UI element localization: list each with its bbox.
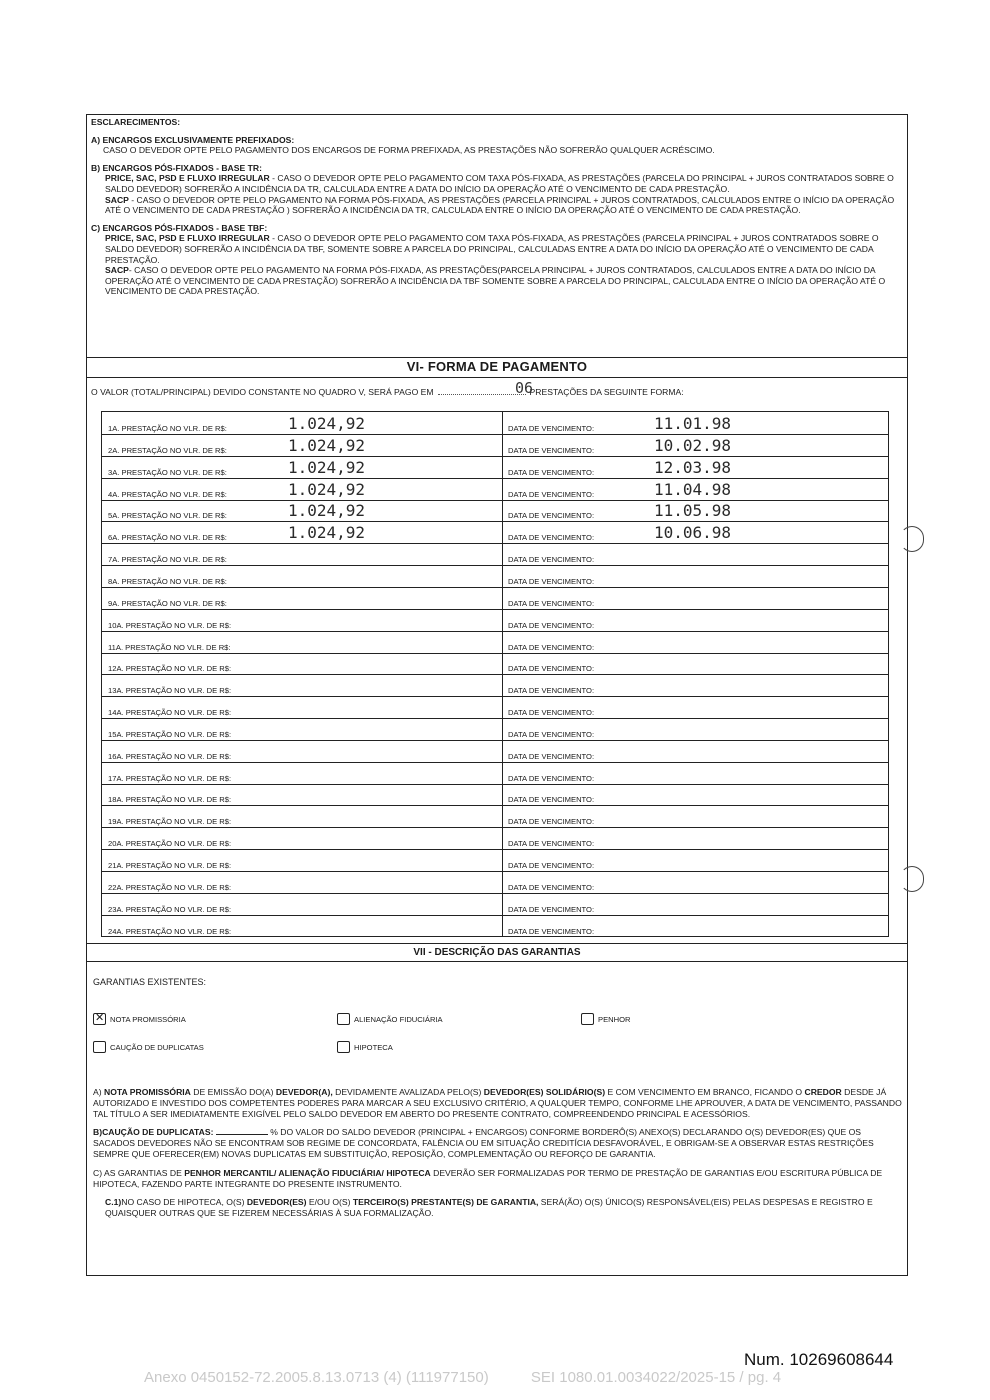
table-row: [102, 631, 888, 654]
clause-c1-bold-2: DEVEDOR(ES): [246, 1197, 307, 1208]
clause-c1-text-3: SERÁ(ÃO) O(S) ÚNICO(S) RESPONSÁVEL(EIS) PELAS DESPESAS E REGISTRO E QUAISQUER OUTRAS QUE SE FIZEREM NECESSÁRIAS À SUA FORMALIZAÇÃO.: [105, 1197, 873, 1219]
due-date-label: DATA DE VENCIMENTO:: [508, 708, 595, 718]
table-row: [102, 499, 888, 522]
due-date-label: DATA DE VENCIMENTO:: [508, 904, 595, 914]
encargos-tbf-sacp-text: [91, 265, 903, 297]
due-date-label: DATA DE VENCIMENTO:: [508, 445, 595, 455]
table-row: [102, 696, 888, 719]
sacp-label: SACP: [105, 194, 129, 205]
installment-value: 1.024,92: [288, 435, 366, 455]
installment-label: 22A. PRESTAÇÃO NO VLR. DE R$:: [108, 882, 232, 892]
divider: [87, 943, 907, 944]
document-frame: [86, 114, 908, 1276]
installment-label: 20A. PRESTAÇÃO NO VLR. DE R$:: [108, 839, 232, 849]
installment-label: 21A. PRESTAÇÃO NO VLR. DE R$:: [108, 861, 232, 870]
encargos-prefixados-title: A) ENCARGOS EXCLUSIVAMENTE PREFIXADOS:: [91, 134, 295, 145]
punch-hole-mark: [900, 866, 924, 892]
divider: [87, 357, 907, 358]
table-row: [102, 456, 888, 479]
price-tbf-label: PRICE, SAC, PSD E FLUXO IRREGULAR: [105, 233, 270, 244]
due-date-label: DATA DE VENCIMENTO:: [508, 773, 595, 783]
esclarecimentos-section: [91, 117, 903, 297]
price-text: - CASO O DEVEDOR OPTE PELO PAGAMENTO COM TAXA PÓS-FIXADA, AS PRESTAÇÕES (PARCELA DO PRINCIPAL + JUROS CONTRATADOS SOBRE O SALDO DEVEDOR) SOFRERÃO A INCIDÊNCIA DA TR, CALCULADA ENTRE A DATA DO INÍCIO DA OPERAÇÃO ATÉ O VENCIMENTO DE CADA PRESTAÇÃO.: [105, 173, 894, 194]
clause-b-bold: B)CAUÇÃO DE DUPLICATAS:: [93, 1127, 214, 1138]
due-date-label: DATA DE VENCIMENTO:: [508, 620, 595, 630]
clause-a-bold-3: DEVEDOR(ES) SOLIDÁRIO(S): [483, 1087, 606, 1097]
option-label: NOTA PROMISSÓRIA: [110, 1015, 186, 1024]
sacp-tbf-label: SACP: [105, 265, 129, 276]
table-row: [102, 674, 888, 697]
due-date-label: DATA DE VENCIMENTO:: [508, 511, 595, 521]
divider: [87, 961, 907, 962]
checkbox-icon[interactable]: [581, 1013, 594, 1025]
divider: [87, 377, 907, 378]
clause-b: [93, 1127, 905, 1159]
forma-pagamento-title: VI- FORMA DE PAGAMENTO: [406, 359, 588, 374]
encargos-tbf-title: C) ENCARGOS PÓS-FIXADOS - BASE TBF:: [91, 222, 268, 233]
garantias-existentes-label: GARANTIAS EXISTENTES:: [93, 977, 207, 987]
table-row: [102, 783, 888, 806]
due-date-value: 11.01.98: [654, 414, 732, 433]
intro-text-after: PRESTAÇÕES DA SEGUINTE FORMA:: [529, 387, 684, 397]
installment-label: 15A. PRESTAÇÃO NO VLR. DE R$:: [108, 729, 232, 739]
due-date-label: DATA DE VENCIMENTO:: [508, 861, 595, 870]
table-row: [102, 915, 888, 937]
due-date-label: DATA DE VENCIMENTO:: [508, 555, 595, 565]
clause-a-text-1: DE EMISSÃO DO(A): [190, 1087, 276, 1097]
installment-label: 6A. PRESTAÇÃO NO VLR. DE R$:: [108, 533, 227, 543]
option-hipoteca[interactable]: [337, 1041, 393, 1053]
due-date-label: DATA DE VENCIMENTO:: [508, 686, 595, 696]
forma-pagamento-intro: [91, 379, 684, 397]
footer-sei: SEI 1080.01.0034022/2025-15 / pg. 4: [530, 1369, 782, 1386]
installment-label: 14A. PRESTAÇÃO NO VLR. DE R$:: [108, 708, 232, 718]
encargos-tr-price-text: [91, 173, 903, 194]
clause-c1-text-2: E/OU O(S): [306, 1197, 353, 1208]
sacp-tbf-text: - CASO O DEVEDOR OPTE PELO PAGAMENTO NA FORMA PÓS-FIXADA, AS PRESTAÇÕES(PARCELA PRINCIPAL + JUROS CONTRATADOS, CALCULADOS ENTRE A DATA DO INÍCIO DA OPERAÇÃO ATÉ O VENCIMENTO DE CADA PRESTAÇÃO) SOFRERÃO A INCIDÊNCIA DA TBF SOMENTE SOBRE A PARCELA DO PRINCIPAL, CALCULADA ENTRE O INÍCIO DA OPERAÇÃO ATÉ O VENCIMENTO DE CADA PRESTAÇÃO.: [105, 265, 886, 297]
installment-label: 18A. PRESTAÇÃO NO VLR. DE R$:: [108, 795, 232, 805]
option-label: CAUÇÃO DE DUPLICATAS: [110, 1043, 204, 1052]
percentage-blank: [216, 1134, 268, 1135]
installment-label: 23A. PRESTAÇÃO NO VLR. DE R$:: [108, 904, 232, 914]
num-prestacoes-value: 06: [515, 379, 534, 397]
clause-a-text-4: DESDE JÁ AUTORIZADO E INVESTIDO DOS COMPETENTES PODERES PARA MARCAR A SEU EXCLUSIVO CRITÉRIO, A QUALQUER TEMPO, CONFORME LHE APROUVER, A DATA DE VENCIMENTO, PASSANDO TAL TÍTULO A SER IMEDIATAMENTE EXIGÍVEL PELO SALDO DEVEDOR EM ABERTO DO PRESENTE CONTRATO, COMPREENDENDO PRINCIPAL E ACESSÓRIOS.: [93, 1087, 902, 1119]
footer: [144, 1369, 819, 1386]
clause-a-bold-1: NOTA PROMISSÓRIA: [103, 1087, 191, 1097]
checkbox-icon[interactable]: [337, 1041, 350, 1053]
checkbox-icon[interactable]: [93, 1041, 106, 1053]
clause-b-text: % DO VALOR DO SALDO DEVEDOR (PRINCIPAL + ENCARGOS) CONFORME BORDERÔ(S) ANEXO(S) DECLARANDO O(S) DEVEDOR(ES) QUE OS SACADOS DEVEDORES NÃO SE ENCONTRAM SOB REGIME DE CONCORDATA, FALÊNCIA OU EM SITUAÇÃO CREDITÍCIA DESFAVORÁVEL, E OBRIGAM-SE A OBSERVAR ESTAS RESTRIÇÕES SEMPRE QUE OFERECER(EM) NOVAS DUPLICATAS EM SUBSTITUIÇÃO, REPOSIÇÃO, COMPLEMENTAÇÃO OU REFORÇO DE GARANTIA.: [93, 1127, 874, 1159]
checkbox-checked-icon[interactable]: [93, 1013, 106, 1025]
installment-label: 3A. PRESTAÇÃO NO VLR. DE R$:: [108, 467, 227, 477]
due-date-value: 12.03.98: [654, 457, 732, 477]
clause-c-bold: PENHOR MERCANTIL/ ALIENAÇÃO FIDUCIÁRIA/ HIPOTECA: [184, 1167, 431, 1178]
due-date-value: 11.04.98: [654, 479, 732, 499]
clause-c-prefix: C) AS GARANTIAS DE: [93, 1167, 185, 1178]
due-date-label: DATA DE VENCIMENTO:: [508, 926, 595, 936]
table-row: [102, 609, 888, 632]
garantias-clauses: [93, 1087, 905, 1227]
installment-label: 2A. PRESTAÇÃO NO VLR. DE R$:: [108, 445, 227, 455]
due-date-label: DATA DE VENCIMENTO:: [508, 817, 595, 827]
installments-table: [101, 411, 889, 937]
clause-c1-bold-1: C.1): [105, 1197, 122, 1208]
due-date-value: 10.02.98: [654, 435, 732, 455]
option-nota-promissoria[interactable]: [93, 1013, 186, 1025]
option-caucao-duplicatas[interactable]: [93, 1041, 204, 1053]
due-date-value: 10.06.98: [654, 523, 732, 543]
clause-c1-text-1: NO CASO DE HIPOTECA, O(S): [121, 1197, 247, 1208]
encargos-tbf-price-text: [91, 233, 903, 265]
due-date-label: DATA DE VENCIMENTO:: [508, 839, 595, 849]
installment-label: 5A. PRESTAÇÃO NO VLR. DE R$:: [108, 511, 227, 521]
clause-c1-bold-3: TERCEIRO(S) PRESTANTE(S) DE GARANTIA,: [352, 1197, 539, 1208]
installment-label: 17A. PRESTAÇÃO NO VLR. DE R$:: [108, 773, 232, 783]
clause-c-text: DEVERÃO SER FORMALIZADAS POR TERMO DE PRESTAÇÃO DE GARANTIAS E/OU ESCRITURA PÚBLICA DE HIPOTECA, FAZENDO PARTE INTEGRANTE DO PRESENTE INSTRUMENTO.: [93, 1167, 883, 1189]
installment-label: 10A. PRESTAÇÃO NO VLR. DE R$:: [108, 620, 232, 630]
installment-label: 13A. PRESTAÇÃO NO VLR. DE R$:: [108, 686, 232, 696]
table-row: [102, 805, 888, 828]
table-row: [102, 849, 888, 872]
due-date-label: DATA DE VENCIMENTO:: [508, 424, 595, 433]
encargos-tr-title: B) ENCARGOS PÓS-FIXADOS - BASE TR:: [91, 162, 262, 173]
clause-c1: [93, 1197, 905, 1219]
installment-value: 1.024,92: [288, 523, 366, 543]
esclarecimentos-title: ESCLARECIMENTOS:: [91, 117, 181, 127]
garantias-title: VII - DESCRIÇÃO DAS GARANTIAS: [413, 947, 581, 958]
table-row: [102, 521, 888, 544]
num-prestacoes-field: [438, 394, 526, 395]
installment-label: 1A. PRESTAÇÃO NO VLR. DE R$:: [108, 424, 227, 433]
installment-label: 12A. PRESTAÇÃO NO VLR. DE R$:: [108, 664, 232, 674]
table-row: [102, 652, 888, 675]
table-row: [102, 543, 888, 566]
installment-value: 1.024,92: [288, 414, 366, 433]
installment-label: 16A. PRESTAÇÃO NO VLR. DE R$:: [108, 751, 232, 761]
due-date-label: DATA DE VENCIMENTO:: [508, 751, 595, 761]
due-date-label: DATA DE VENCIMENTO:: [508, 882, 595, 892]
due-date-label: DATA DE VENCIMENTO:: [508, 729, 595, 739]
due-date-label: DATA DE VENCIMENTO:: [508, 598, 595, 608]
installment-value: 1.024,92: [288, 501, 366, 521]
table-row: [102, 871, 888, 894]
table-row: [102, 434, 888, 457]
encargos-tr-sacp-text: [91, 195, 903, 216]
intro-text-before: O VALOR (TOTAL/PRINCIPAL) DEVIDO CONSTANTE NO QUADRO V, SERÁ PAGO EM: [91, 387, 434, 397]
document-number: Num. 10269608644: [744, 1350, 894, 1369]
installment-label: 4A. PRESTAÇÃO NO VLR. DE R$:: [108, 489, 227, 499]
clause-c: [93, 1168, 905, 1190]
footer-anexo: Anexo 0450152-72.2005.8.13.0713 (4) (111977150): [144, 1369, 489, 1386]
due-date-label: DATA DE VENCIMENTO:: [508, 467, 595, 477]
table-row: [102, 478, 888, 501]
price-label: PRICE, SAC, PSD E FLUXO IRREGULAR: [105, 173, 270, 184]
table-row: [102, 762, 888, 785]
clause-a-bold-2: DEVEDOR(A),: [275, 1087, 333, 1097]
table-row: [102, 740, 888, 763]
encargos-prefixados-text: CASO O DEVEDOR OPTE PELO PAGAMENTO DOS ENCARGOS DE FORMA PREFIXADA, AS PRESTAÇÕES NÃO SOFRERÃO QUALQUER ACRÉSCIMO.: [103, 145, 715, 156]
clause-a-text-2: DEVIDAMENTE AVALIZADA PELO(S): [332, 1087, 484, 1097]
table-row: [102, 565, 888, 588]
option-alienacao-fiduciaria[interactable]: [337, 1013, 443, 1025]
installment-label: 19A. PRESTAÇÃO NO VLR. DE R$:: [108, 817, 232, 827]
option-label: HIPOTECA: [354, 1043, 393, 1052]
option-penhor[interactable]: [581, 1013, 631, 1025]
clause-a-bold-4: CREDOR: [804, 1087, 842, 1097]
installment-value: 1.024,92: [288, 479, 366, 499]
table-row: [102, 718, 888, 741]
clause-a-text-3: E COM VENCIMENTO EM BRANCO, FICANDO O: [605, 1087, 805, 1097]
sacp-text: - CASO O DEVEDOR OPTE PELO PAGAMENTO NA FORMA PÓS-FIXADA, AS PRESTAÇÕES (PARCELA PRINCIPAL + JUROS CONTRATADOS, CALCULADOS ENTRE O INÍCIO DA OPERAÇÃO ATÉ O VENCIMENTO DE CADA PRESTAÇÃO ) SOFRERÃO A INCIDÊNCIA DA TR, CALCULADA ENTRE O INÍCIO DA OPERAÇÃO ATÉ O VENCIMENTO DE CADA PRESTAÇÃO.: [105, 194, 895, 216]
clause-a-prefix: A): [93, 1087, 104, 1097]
due-date-label: DATA DE VENCIMENTO:: [508, 576, 595, 586]
due-date-label: DATA DE VENCIMENTO:: [508, 533, 595, 543]
clause-a: [93, 1087, 905, 1119]
due-date-label: DATA DE VENCIMENTO:: [508, 489, 595, 499]
table-row: [102, 827, 888, 850]
installment-label: 9A. PRESTAÇÃO NO VLR. DE R$:: [108, 598, 227, 608]
option-label: ALIENAÇÃO FIDUCIÁRIA: [354, 1015, 443, 1024]
table-row: [102, 893, 888, 916]
installment-label: 11A. PRESTAÇÃO NO VLR. DE R$:: [108, 642, 231, 652]
due-date-label: DATA DE VENCIMENTO:: [508, 664, 595, 674]
punch-hole-mark: [900, 526, 924, 552]
option-label: PENHOR: [598, 1015, 631, 1024]
due-date-label: DATA DE VENCIMENTO:: [508, 795, 595, 805]
due-date-label: DATA DE VENCIMENTO:: [508, 642, 595, 652]
installment-label: 8A. PRESTAÇÃO NO VLR. DE R$:: [108, 576, 227, 586]
installment-label: 24A. PRESTAÇÃO NO VLR. DE R$:: [108, 926, 232, 936]
installment-label: 7A. PRESTAÇÃO NO VLR. DE R$:: [108, 555, 227, 565]
installment-value: 1.024,92: [288, 457, 366, 477]
checkbox-icon[interactable]: [337, 1013, 350, 1025]
table-row: [102, 412, 888, 435]
due-date-value: 11.05.98: [654, 501, 732, 521]
price-tbf-text: - CASO O DEVEDOR OPTE PELO PAGAMENTO COM TAXA PÓS-FIXADA, AS PRESTAÇÕES (PARCELA PRINCIPAL + JUROS CONTRATADOS SOBRE O SALDO DEVEDOR) SOFRERÃO A INCIDÊNCIA DA TBF, SOMENTE SOBRE A PARCELA DO PRINCIPAL, CALCULADAS ENTRE A DATA DO INÍCIO DA OPERAÇÃO ATÉ O VENCIMENTO DE CADA PRESTAÇÃO.: [105, 233, 879, 265]
table-row: [102, 587, 888, 610]
